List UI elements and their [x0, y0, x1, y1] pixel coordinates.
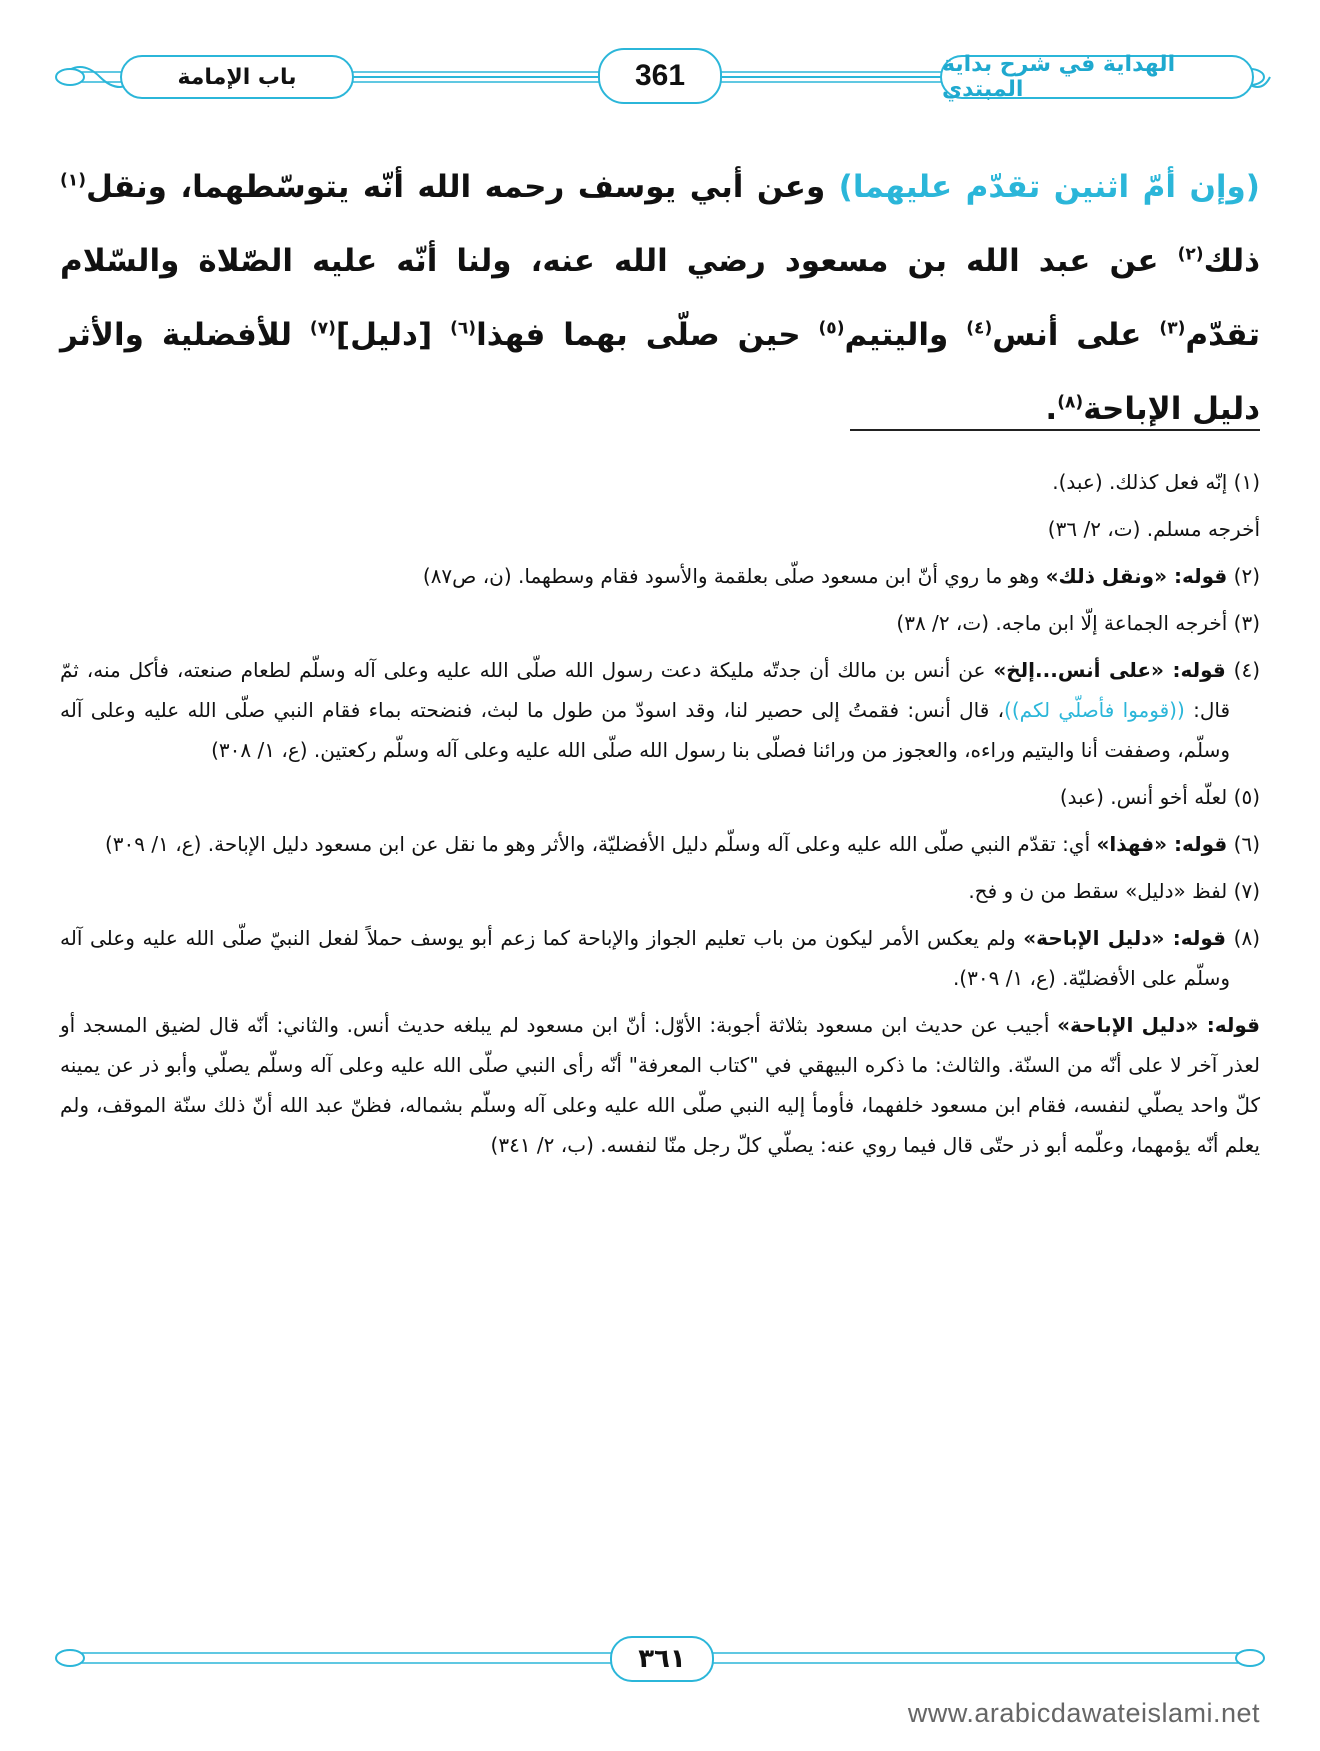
footnote-body: ولم يعكس الأمر ليكون من باب تعليم الجواز والإباحة كما زعم أبو يوسف حملاً لفعل النبيّ صلّى الله عليه وعلى آله وسلّم على الأفضليّة. (ع، ١/ ٣٠٩). [60, 926, 1230, 990]
footnote-lemma: قوله: «على أنس...إلخ» [993, 658, 1226, 682]
footer-page-number: ٣٦١ [610, 1636, 714, 1682]
main-text-segment: على أنس [992, 317, 1160, 353]
main-text-segment: للأفضلية والأثر دليل الإباحة [60, 317, 1260, 427]
main-text-segment: واليتيم [844, 317, 967, 353]
footnote-number: (٤) [1225, 658, 1260, 682]
footnote-1: (١) إنّه فعل كذلك. (عبد). [1052, 470, 1260, 494]
footnote-marker[interactable]: (٨) [1057, 392, 1084, 413]
footnote-separator [850, 429, 1260, 431]
footnote-8-continued [60, 1005, 1260, 1165]
main-text-segment: حين صلّى بهما فهذا [476, 317, 819, 353]
footnote-number: (٢) [1227, 564, 1260, 588]
footnote-marker[interactable]: (٤) [966, 318, 993, 339]
footnote-lemma: قوله: «دليل الإباحة» [1057, 1013, 1260, 1037]
footnote-lemma: قوله: «دليل الإباحة» [1023, 926, 1226, 950]
footnote-body: وهو ما روي أنّ ابن مسعود صلّى بعلقمة والأسود فقام وسطهما. (ن، ص٨٧) [422, 564, 1046, 588]
main-text-segment: عن عبد الله بن مسعود رضي الله عنه، ولنا أنّه عليه الصّلاة والسّلام تقدّم [60, 243, 1260, 353]
main-text-segment: ذلك [1203, 243, 1260, 279]
footnote-2 [60, 556, 1260, 596]
main-text-segment: [دليل] [335, 317, 451, 353]
footnote-body: أجيب عن حديث ابن مسعود بثلاثة أجوبة: الأوّل: أنّ ابن مسعود لم يبلغه حديث أنس. والثاني: أنّه قال لضيق المسجد أو لعذر آخر لا على أنّه من السنّة. والثالث: ما ذكره البيهقي في "كتاب المعرفة" أنّه رأى النبي صلّى الله عليه وعلى آله وسلّم يصلّي وأبو ذر عن يمينه كلّ واحد يصلّي لنفسه، فقام ابن مسعود خلفهما، فأومأ إليه النبي صلّى الله عليه وعلى آله وسلّم بشماله، فظنّ عبد الله أنّ ذلك سنّة الموقف، ولم يعلم أنّه يؤمهما، وعلّمه أبو ذر حتّى قال فيما روي عنه: يصلّي كلّ رجل منّا لنفسه. (ب، ٢/ ٣٤١) [60, 1013, 1260, 1157]
footnote-lemma: قوله: «ونقل ذلك» [1045, 564, 1228, 588]
book-title: الهداية في شرح بداية المبتدي [940, 55, 1254, 99]
main-text-segment: . [1045, 391, 1058, 427]
page-footer [40, 1630, 1280, 1690]
page-header [40, 42, 1280, 112]
footnote-marker[interactable]: (٣) [1159, 318, 1186, 339]
footnote-marker[interactable]: (٢) [1177, 244, 1204, 265]
header-page-number: 361 [598, 48, 722, 104]
hadith-quote: ((قوموا فأصلّي لكم)) [1004, 698, 1185, 722]
quoted-matn: (وإن أمّ اثنين تقدّم عليهما) [838, 169, 1260, 205]
footnote-body: أي: تقدّم النبي صلّى الله عليه وعلى آله وسلّم دليل الأفضليّة، والأثر وهو ما نقل عن ابن مسعود دليل الإباحة. (ع، ١/ ٣٠٩) [104, 832, 1097, 856]
footnote-marker[interactable]: (٥) [818, 318, 845, 339]
footnote-lemma: قوله: «فهذا» [1096, 832, 1228, 856]
footnote-8 [60, 918, 1260, 998]
footnote-5: (٥) لعلّه أخو أنس. (عبد) [1059, 785, 1260, 809]
footnote-7: (٧) لفظ «دليل» سقط من ن و فح. [968, 879, 1260, 903]
footnote-marker[interactable]: (٧) [309, 318, 336, 339]
footnote-number: (٨) [1225, 926, 1260, 950]
footnote-body: ، قال أنس: فقمتُ إلى حصير لنا، وقد اسودّ من طول ما لبث، فنضحته بماء فقام النبي صلّى الله عليه وعلى آله وسلّم، وصففت أنا واليتيم وراءه، والعجوز من ورائنا فصلّى بنا رسول الله صلّى الله عليه وعلى آله وسلّم ركعتين. (ع، ١/ ٣٠٨) [60, 698, 1230, 762]
chapter-title: باب الإمامة [120, 55, 354, 99]
footnote-marker[interactable]: (٦) [450, 318, 477, 339]
main-text [60, 150, 1260, 446]
footnotes [60, 462, 1260, 1172]
footnote-3: (٣) أخرجه الجماعة إلّا ابن ماجه. (ت، ٢/ ٣٨) [896, 611, 1260, 635]
footnote-6 [60, 824, 1260, 864]
footnote-4 [60, 650, 1260, 770]
footnote-marker[interactable]: (١) [60, 170, 86, 191]
footnote-body: عن أنس بن مالك أن جدتّه مليكة دعت رسول الله صلّى الله عليه وعلى آله وسلّم لطعام صنعته، فأكل منه، ثمّ قال: [60, 658, 1231, 722]
footnote-1-source: أخرجه مسلم. (ت، ٢/ ٣٦) [1047, 517, 1260, 541]
main-text-segment: وعن أبي يوسف رحمه الله أنّه يتوسّطهما، ونقل [86, 169, 839, 205]
website-watermark[interactable]: www.arabicdawateislami.net [907, 1698, 1260, 1728]
footnote-number: (٦) [1227, 832, 1260, 856]
